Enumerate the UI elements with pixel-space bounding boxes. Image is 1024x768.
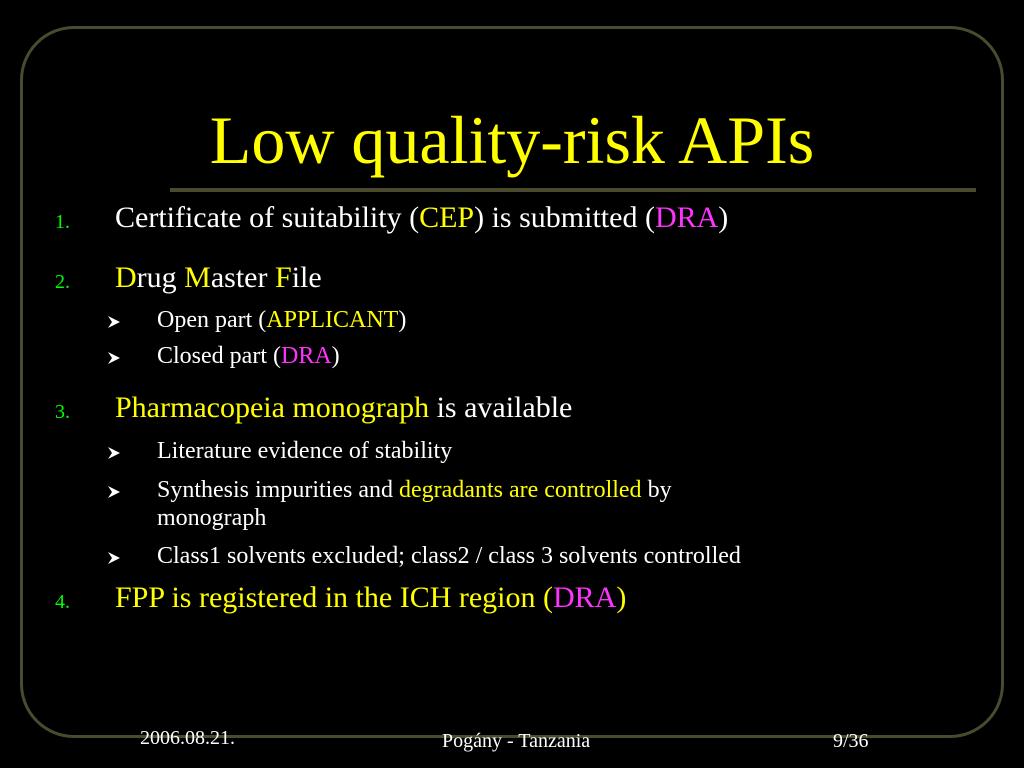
text-run: ile <box>291 261 322 294</box>
bullet-arrow-icon <box>107 446 121 460</box>
item-text <box>115 390 572 426</box>
item-number: 1. <box>55 211 70 233</box>
sub-item-text: Class1 solvents excluded; class2 / class 3 solvents controlled <box>157 543 741 569</box>
footer-date: 2006.08.21. <box>140 727 235 749</box>
bullet-arrow-icon <box>107 315 121 329</box>
highlight-text: Pharmacopeia monograph <box>115 391 430 424</box>
item-text <box>115 580 626 616</box>
text-run: ) <box>398 307 407 333</box>
item-number: 2. <box>55 271 70 293</box>
item-number: 3. <box>55 401 70 423</box>
text-run: ) <box>331 343 340 369</box>
sub-item-text: Literature evidence of stability <box>157 438 453 464</box>
highlight-text: CEP <box>419 201 475 234</box>
item-text <box>115 260 322 296</box>
highlight-text: FPP is registered in the ICH region ( <box>115 581 554 614</box>
bullet-arrow-icon <box>107 351 121 365</box>
highlight-text: F <box>275 261 292 294</box>
text-run: Certificate of suitability ( <box>115 201 420 234</box>
text-run: Closed part ( <box>157 343 281 369</box>
highlight-text: DRA <box>280 343 332 369</box>
text-run: by <box>641 477 672 503</box>
text-run: ) <box>718 201 729 234</box>
item-text <box>115 200 728 236</box>
text-run: aster <box>210 261 275 294</box>
bullet-arrow-icon <box>107 551 121 565</box>
slide-title: Low quality-risk APIs <box>209 102 815 178</box>
highlight-text: D <box>115 261 137 294</box>
highlight-text: M <box>184 261 211 294</box>
sub-item-text <box>157 476 957 532</box>
text-run: rug <box>136 261 185 294</box>
footer-center: Pogány - Tanzania <box>442 730 591 752</box>
sub-item-text <box>157 306 957 334</box>
highlight-text: degradants are controlled <box>399 477 642 503</box>
text-run: is available <box>429 391 573 424</box>
highlight-text: DRA <box>654 201 719 234</box>
bullet-arrow-icon <box>107 485 121 499</box>
text-run: Synthesis impurities and <box>157 477 399 503</box>
text-run: Open part ( <box>157 307 267 333</box>
sub-item-text <box>157 342 957 370</box>
item-number: 4. <box>55 591 70 613</box>
highlight-text: DRA <box>553 581 617 614</box>
page-number: 9/36 <box>833 730 869 752</box>
highlight-text: ) <box>616 581 627 614</box>
text-run: monograph <box>157 505 267 531</box>
text-run: ) is submitted ( <box>474 201 655 234</box>
highlight-text: APPLICANT <box>266 307 399 333</box>
